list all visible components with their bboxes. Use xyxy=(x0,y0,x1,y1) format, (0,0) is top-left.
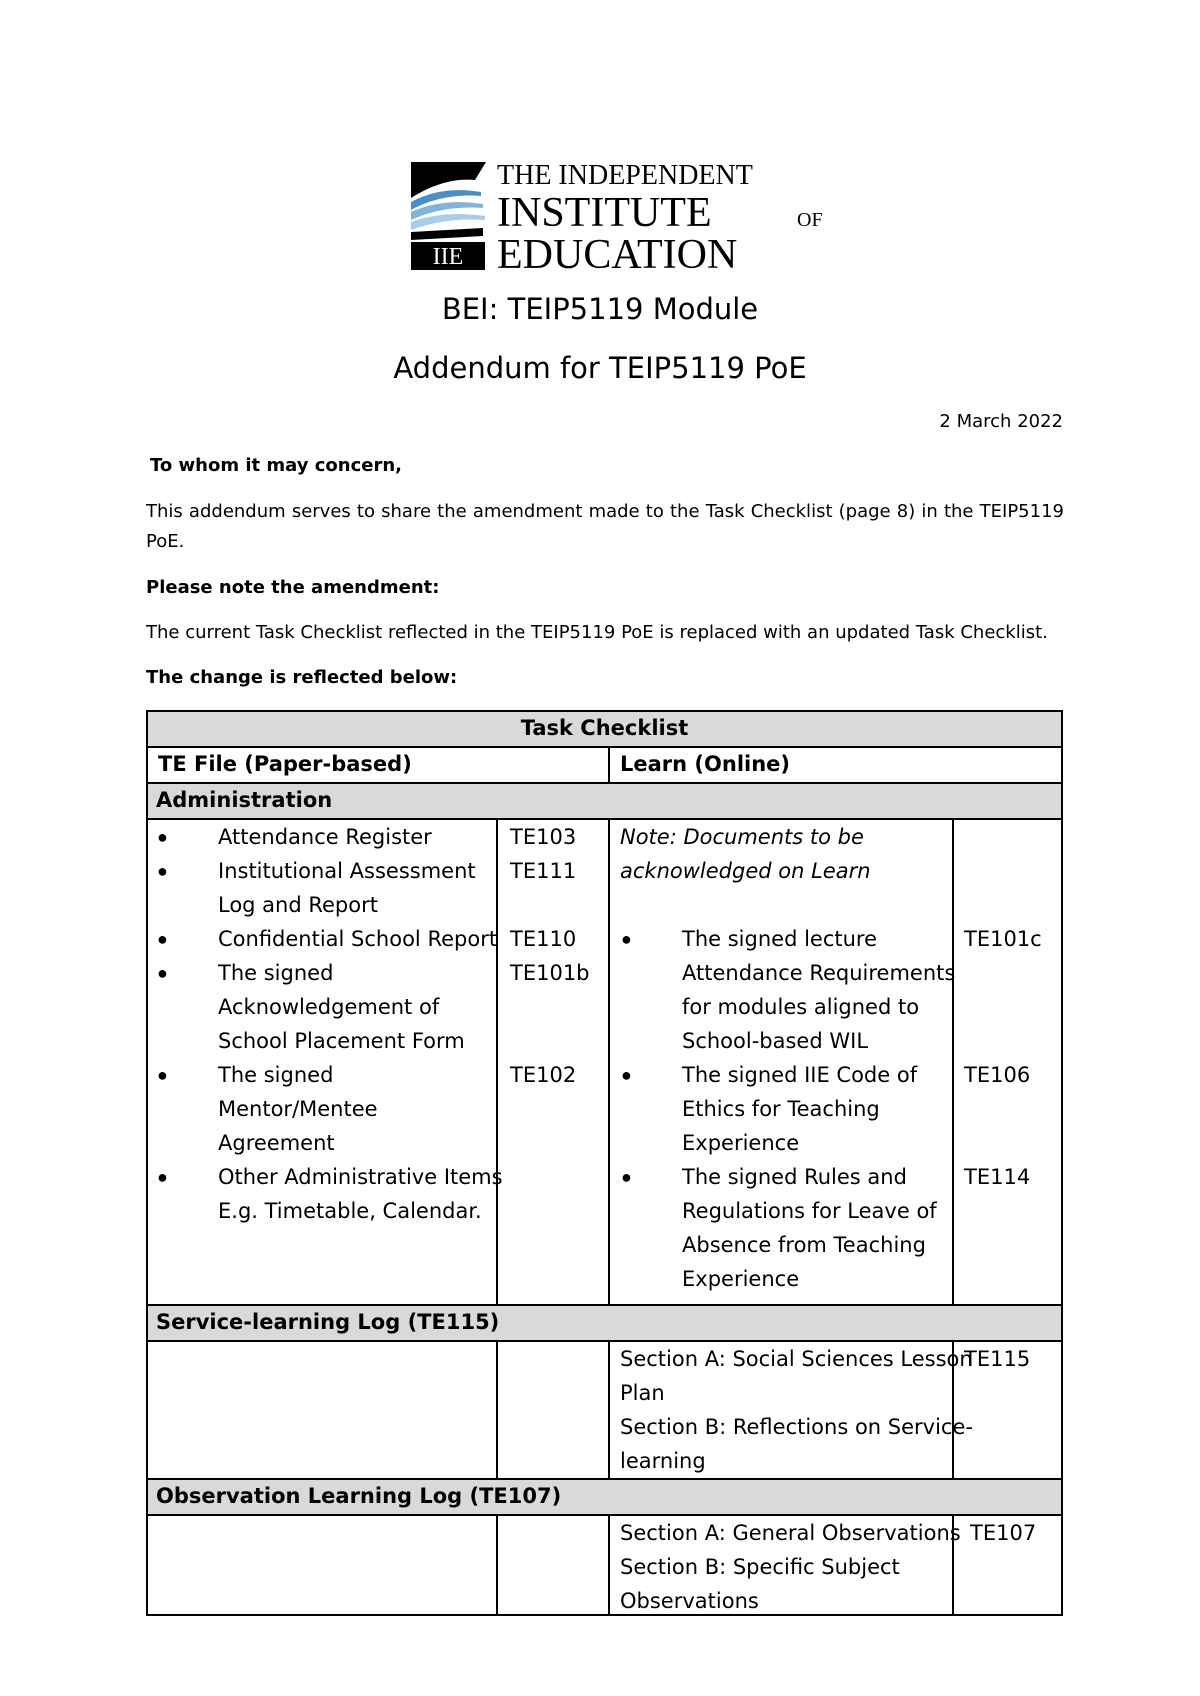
service-heading: Service-learning Log (TE115) xyxy=(156,1310,500,1334)
paper-item-text: Confidential School Report xyxy=(218,927,498,951)
iie-logo xyxy=(411,158,827,272)
paper-item-text: The signed xyxy=(218,961,334,985)
task-checklist-table xyxy=(146,710,1063,1616)
vline xyxy=(608,1340,610,1478)
service-code: TE115 xyxy=(964,1347,1031,1371)
vline xyxy=(608,1514,610,1616)
logo-mark-base xyxy=(411,228,483,240)
change-heading: The change is reflected below: xyxy=(146,667,458,688)
document-subtitle: Addendum for TEIP5119 PoE xyxy=(393,351,807,385)
online-item-text: Absence from Teaching xyxy=(682,1233,926,1257)
border-bottom xyxy=(146,1614,1063,1616)
document-title: BEI: TEIP5119 Module xyxy=(441,292,759,326)
vline xyxy=(608,818,610,1304)
online-note: Note: Documents to be xyxy=(620,825,864,849)
paper-item-code: TE110 xyxy=(510,927,577,951)
col-paper-header: TE File (Paper-based) xyxy=(158,752,412,776)
col-online-header: Learn (Online) xyxy=(620,752,790,776)
online-item-text: for modules aligned to xyxy=(682,995,920,1019)
paper-item-text: Mentor/Mentee xyxy=(218,1097,378,1121)
online-item-text: Attendance Requirements xyxy=(682,961,956,985)
paper-item-code: TE111 xyxy=(510,859,577,883)
bullet-icon: ● xyxy=(157,827,168,847)
online-item-text: Regulations for Leave of xyxy=(682,1199,937,1223)
vline xyxy=(496,818,498,1304)
online-item-text: The signed lecture xyxy=(682,927,878,951)
paper-item-text: School Placement Form xyxy=(218,1029,465,1053)
paper-item-text: Agreement xyxy=(218,1131,335,1155)
online-item-code: TE114 xyxy=(964,1165,1031,1189)
iie-logo-graphic xyxy=(411,158,827,272)
paper-item-text: Other Administrative Items xyxy=(218,1165,503,1189)
bullet-icon: ● xyxy=(157,1167,168,1187)
logo-of: OF xyxy=(797,209,823,231)
bullet-icon: ● xyxy=(621,929,632,949)
online-item-text: The signed Rules and xyxy=(682,1165,907,1189)
logo-iie-text: IIE xyxy=(432,244,464,270)
paper-item-text: Institutional Assessment xyxy=(218,859,476,883)
admin-heading: Administration xyxy=(156,788,333,812)
logo-line3: EDUCATION xyxy=(497,232,738,272)
bullet-icon: ● xyxy=(157,929,168,949)
online-item-code: TE106 xyxy=(964,1063,1031,1087)
greeting: To whom it may concern, xyxy=(150,455,402,476)
vline xyxy=(608,746,610,782)
service-text: Section A: Social Sciences Lesson xyxy=(620,1347,973,1371)
online-item-text: Ethics for Teaching xyxy=(682,1097,880,1121)
online-item-text: School-based WIL xyxy=(682,1029,869,1053)
bullet-icon: ● xyxy=(157,1065,168,1085)
table-title: Task Checklist xyxy=(520,716,689,740)
paper-item-code: TE103 xyxy=(510,825,577,849)
vline xyxy=(496,1340,498,1478)
bullet-icon: ● xyxy=(157,963,168,983)
note-heading: Please note the amendment: xyxy=(146,577,440,598)
bullet-icon: ● xyxy=(157,861,168,881)
service-text: learning xyxy=(620,1449,706,1473)
online-item-text: Experience xyxy=(682,1131,800,1155)
amendment-text: The current Task Checklist reflected in the TEIP5119 PoE is replaced with an updated Task Checklist. xyxy=(146,622,1048,643)
vline xyxy=(496,1514,498,1616)
observation-text: Section A: General Observations xyxy=(620,1521,961,1545)
paper-item-text: E.g. Timetable, Calendar. xyxy=(218,1199,482,1223)
online-item-text: Experience xyxy=(682,1267,800,1291)
border-left xyxy=(146,710,148,1616)
paper-item-code: TE101b xyxy=(510,961,590,985)
logo-wave-3 xyxy=(411,214,485,230)
logo-line1: THE INDEPENDENT xyxy=(497,160,753,191)
online-note: acknowledged on Learn xyxy=(620,859,871,883)
service-text: Plan xyxy=(620,1381,665,1405)
paper-item-text: The signed xyxy=(218,1063,334,1087)
online-item-code: TE101c xyxy=(964,927,1042,951)
intro-paragraph: This addendum serves to share the amendment made to the Task Checklist (page 8) in the TEIP5119 PoE. xyxy=(146,501,1064,552)
paper-item-text: Log and Report xyxy=(218,893,378,917)
observation-text: Section B: Specific Subject xyxy=(620,1555,900,1579)
observation-code: TE107 xyxy=(970,1521,1037,1545)
paper-item-text: Attendance Register xyxy=(218,825,432,849)
bullet-icon: ● xyxy=(621,1167,632,1187)
vline xyxy=(952,818,954,1304)
observation-heading: Observation Learning Log (TE107) xyxy=(156,1484,562,1508)
observation-text: Observations xyxy=(620,1589,759,1613)
paper-item-text: Acknowledgement of xyxy=(218,995,440,1019)
logo-line2: INSTITUTE xyxy=(497,190,712,236)
paper-item-code: TE102 xyxy=(510,1063,577,1087)
border-right xyxy=(1061,710,1063,1616)
document-date: 2 March 2022 xyxy=(939,411,1063,432)
service-text: Section B: Reflections on Service- xyxy=(620,1415,973,1439)
bullet-icon: ● xyxy=(621,1065,632,1085)
online-item-text: The signed IIE Code of xyxy=(682,1063,918,1087)
